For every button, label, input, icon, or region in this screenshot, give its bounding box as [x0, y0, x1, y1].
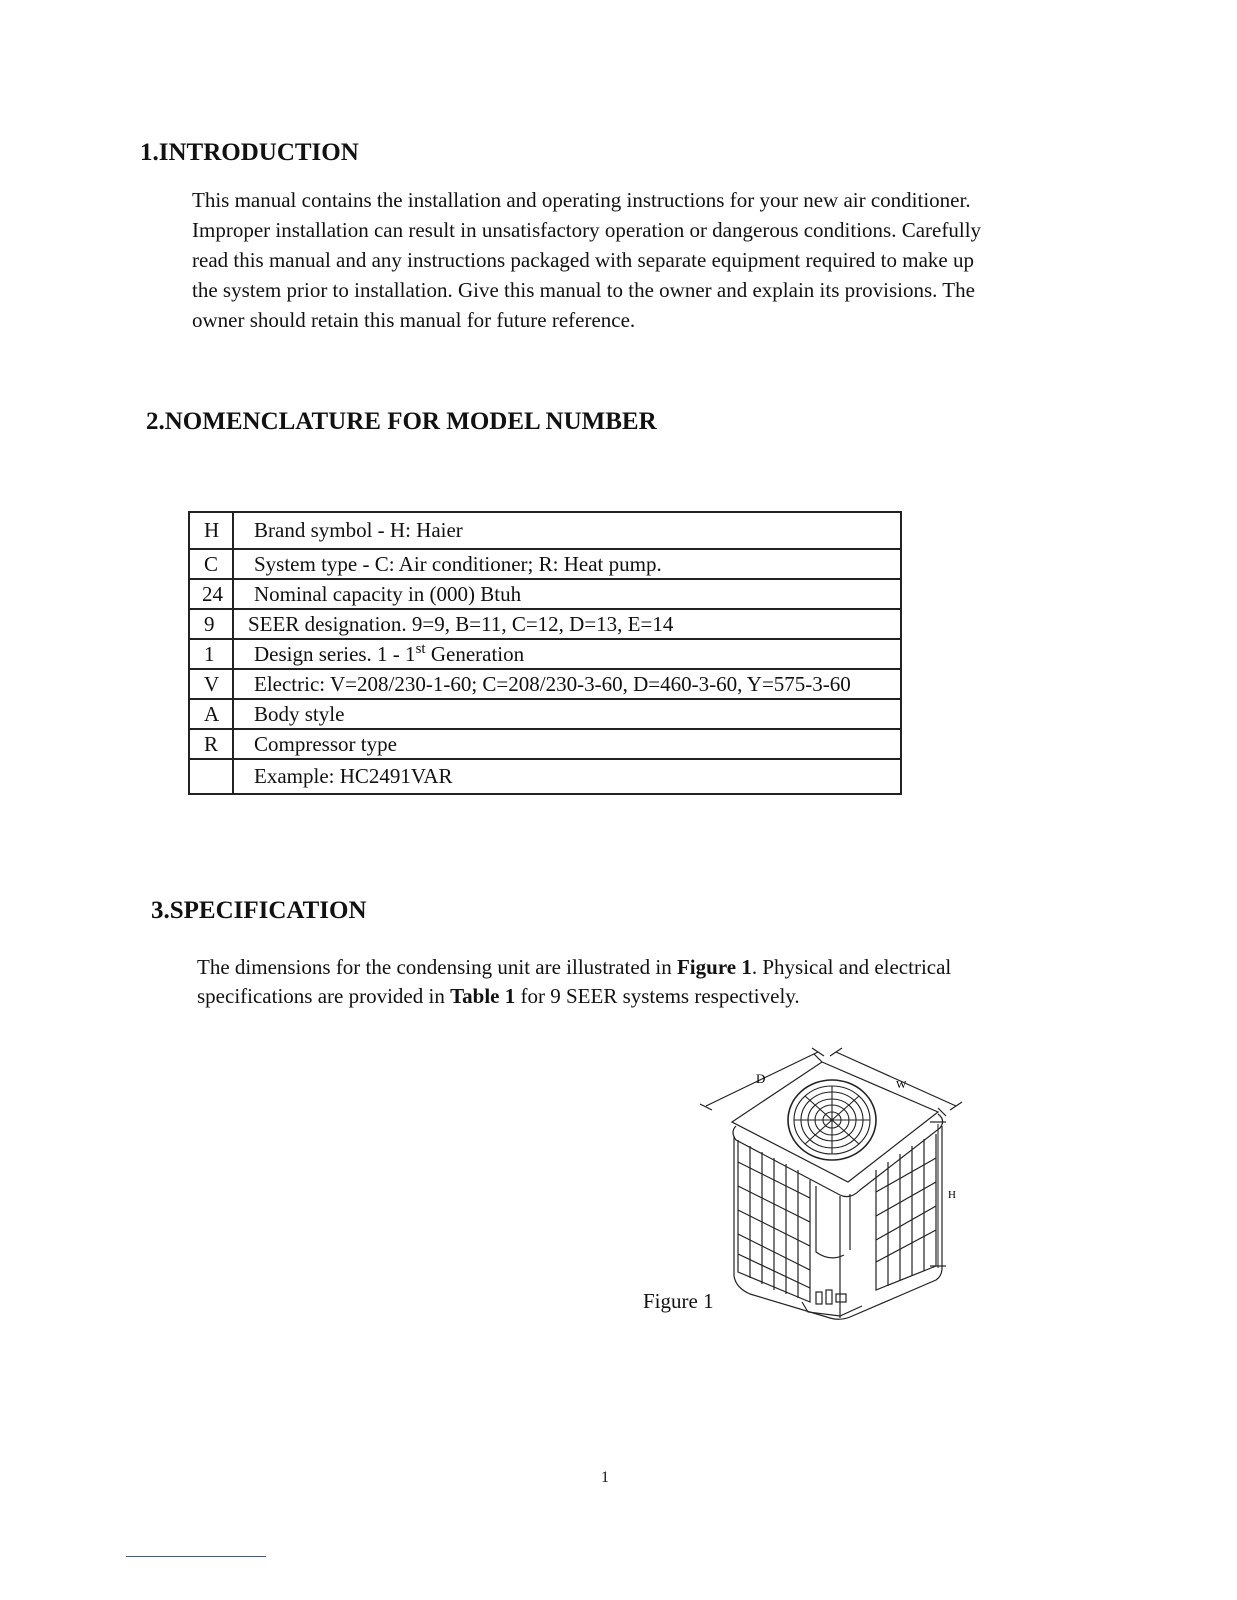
desc-superscript: st — [415, 641, 426, 657]
code-cell: A — [189, 699, 233, 729]
table-row — [189, 639, 901, 669]
nomenclature-heading: 2.NOMENCLATURE FOR MODEL NUMBER — [146, 408, 657, 435]
figure-caption: Figure 1 — [643, 1289, 714, 1313]
code-cell: 1 — [189, 639, 233, 669]
intro-line: Improper installation can result in unsatisfactory operation or dangerous conditions. Carefully — [192, 218, 982, 242]
nomenclature-table — [188, 511, 902, 795]
code-cell: H — [189, 512, 233, 549]
spec-line — [197, 982, 951, 1011]
spec-text: . Physical and electrical — [751, 955, 952, 979]
table-row — [189, 549, 901, 579]
dimension-h-label: H — [948, 1189, 956, 1201]
intro-heading: 1.INTRODUCTION — [140, 139, 359, 166]
desc-cell: Brand symbol - H: Haier — [233, 512, 901, 549]
desc-text: Generation — [425, 642, 525, 666]
footer-rule — [126, 1556, 266, 1557]
table-row — [189, 699, 901, 729]
fan-grille-icon — [788, 1080, 876, 1160]
code-cell: 9 — [189, 609, 233, 639]
code-cell: C — [189, 549, 233, 579]
table-row — [189, 729, 901, 759]
condensing-unit-figure — [690, 1040, 980, 1330]
code-cell — [189, 759, 233, 794]
spec-text: specifications are provided in — [197, 984, 451, 1008]
intro-line: read this manual and any instructions packaged with separate equipment required to make up — [192, 248, 974, 272]
desc-cell: Electric: V=208/230-1-60; C=208/230-3-60, D=460-3-60, Y=575-3-60 — [233, 669, 901, 699]
dimension-d-label: D — [756, 1071, 766, 1086]
desc-cell: Compressor type — [233, 729, 901, 759]
specification-paragraph — [197, 953, 951, 1011]
specification-heading: 3.SPECIFICATION — [151, 897, 367, 924]
intro-line: This manual contains the installation and operating instructions for your new air conditioner. — [192, 188, 971, 212]
intro-line: the system prior to installation. Give this manual to the owner and explain its provisions. The — [192, 278, 975, 302]
desc-text: Design series. 1 - 1 — [254, 642, 416, 666]
intro-line: owner should retain this manual for future reference. — [192, 308, 636, 332]
table-row — [189, 669, 901, 699]
code-cell: R — [189, 729, 233, 759]
desc-cell: Nominal capacity in (000) Btuh — [233, 579, 901, 609]
desc-cell: Example: HC2491VAR — [233, 759, 901, 794]
table-row — [189, 512, 901, 549]
code-cell: V — [189, 669, 233, 699]
spec-text: The dimensions for the condensing unit are illustrated in — [197, 955, 677, 979]
table-row — [189, 579, 901, 609]
table-row — [189, 609, 901, 639]
desc-cell: SEER designation. 9=9, B=11, C=12, D=13, E=14 — [233, 609, 901, 639]
table-reference: Table 1 — [450, 984, 516, 1008]
spec-text: for 9 SEER systems respectively. — [515, 984, 800, 1008]
desc-cell — [233, 639, 901, 669]
desc-cell: System type - C: Air conditioner; R: Heat pump. — [233, 549, 901, 579]
table-row — [189, 759, 901, 794]
figure-reference: Figure 1 — [676, 955, 752, 979]
intro-paragraph — [192, 185, 981, 335]
dimension-w-label: W — [896, 1079, 907, 1091]
desc-cell: Body style — [233, 699, 901, 729]
page-number: 1 — [601, 1469, 609, 1486]
spec-line — [197, 953, 951, 982]
code-cell: 24 — [189, 579, 233, 609]
